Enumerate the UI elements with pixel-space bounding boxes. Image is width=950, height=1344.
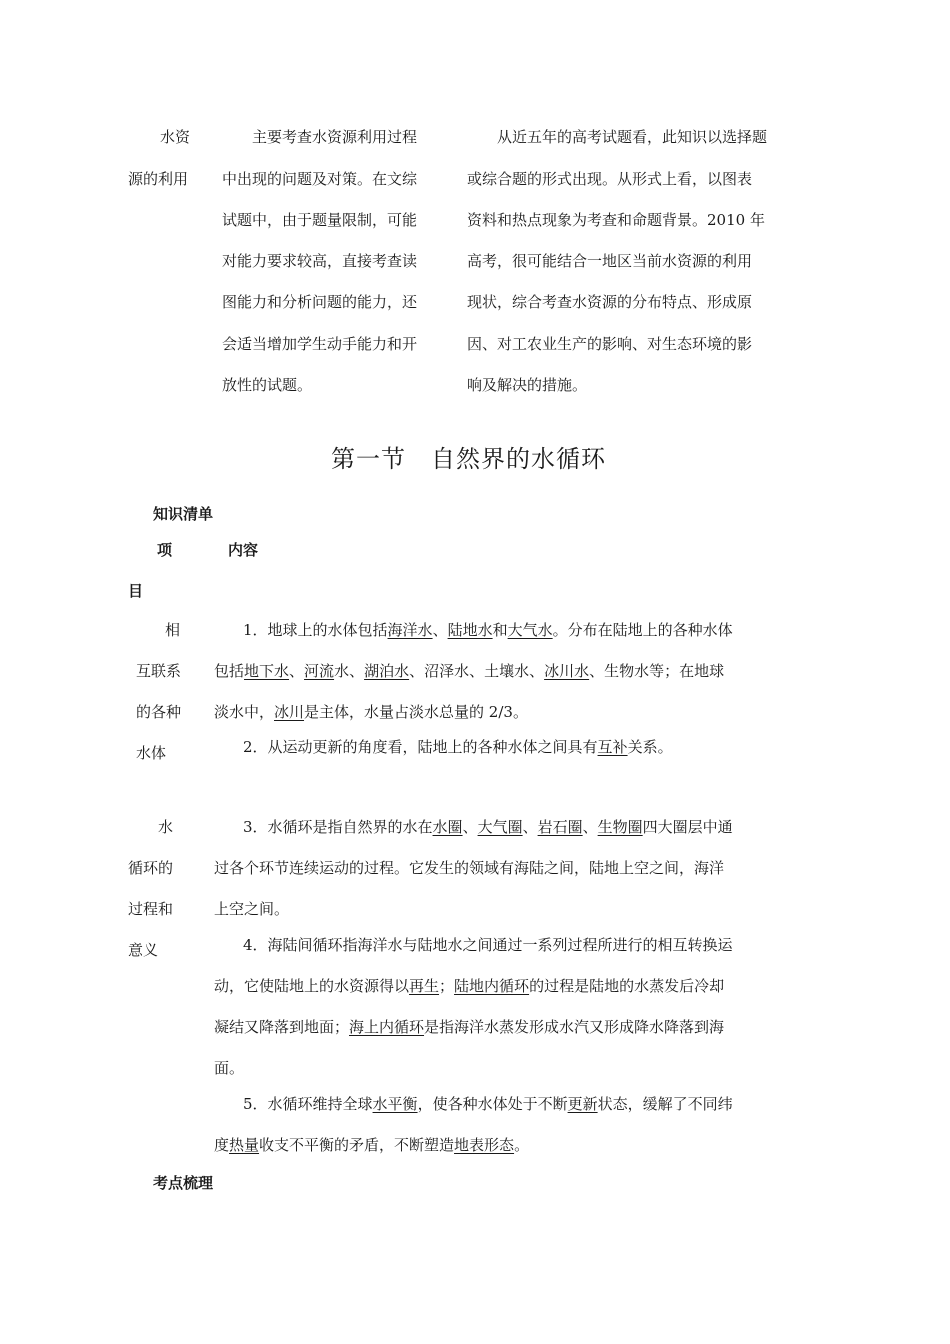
paragraph-3-line-1 [243,817,733,837]
text: 凝结又降落到地面； [214,1018,350,1036]
paragraph-5-line-1 [243,1094,733,1114]
term-river: 河流 [304,662,335,680]
row-label-line: 的各种 [136,703,182,721]
text: 、 [289,662,305,680]
term-water-balance: 水平衡 [372,1095,418,1113]
paragraph-4-line-2 [214,976,724,996]
paragraph-4-line-4: 面。 [214,1059,245,1077]
text: 状态，缓解了不同纬 [597,1095,733,1113]
requirement-line: 放性的试题。 [222,376,313,394]
paragraph-4-line-3 [214,1017,724,1037]
row-label-line: 水体 [136,744,167,762]
text: 包括 [214,662,245,680]
text: 、 [432,621,448,639]
text: 度 [214,1136,230,1154]
trend-line: 现状，综合考查水资源的分布特点、形成原 [467,293,753,311]
text: 关系。 [627,738,673,756]
requirement-line: 图能力和分析问题的能力，还 [222,293,418,311]
section-title: 第一节 自然界的水循环 [331,445,606,473]
text: 的过程是陆地的水蒸发后冷却 [529,977,725,995]
term-groundwater: 地下水 [244,662,290,680]
term-landform: 地表形态 [454,1136,515,1154]
trend-line: 资料和热点现象为考查和命题背景。2010 年 [467,211,765,229]
paragraph-3-line-3: 上空之间。 [214,900,290,918]
row-label-line: 相 [165,621,181,639]
header-item-label: 项 [157,541,173,559]
text: ，使各种水体处于不断 [417,1095,568,1113]
text: 淡水中， [214,703,275,721]
term-land-water: 陆地水 [447,621,493,639]
text: 1．地球上的水体包括 [243,621,388,639]
text: 是主体，水量占淡水总量的 2/3。 [304,703,528,721]
text: 。分布在陆地上的各种水体 [552,621,733,639]
text: 是指海洋水蒸发形成水汽又形成降水降落到海 [424,1018,725,1036]
row-label-line: 意义 [128,941,159,959]
text: 收支不平衡的矛盾，不断塑造 [259,1136,455,1154]
term-land-inner-cycle: 陆地内循环 [454,977,530,995]
text: 2．从运动更新的角度看，陆地上的各种水体之间具有 [243,738,598,756]
term-biosphere: 生物圈 [597,818,643,836]
trend-line: 高考，很可能结合一地区当前水资源的利用 [467,252,753,270]
text: 四大圈层中通 [642,818,733,836]
text: 、 [582,818,598,836]
term-regeneration: 再生 [409,977,440,995]
header-content-label: 内容 [228,541,259,559]
exam-points-heading: 考点梳理 [153,1174,214,1192]
text: 水、 [334,662,365,680]
item-cell-line: 水资 [160,128,191,146]
knowledge-list-heading: 知识清单 [153,505,214,523]
text: 、生物水等；在地球 [589,662,725,680]
text: 5．水循环维持全球 [243,1095,373,1113]
term-complementary: 互补 [597,738,628,756]
term-ocean-inner-cycle: 海上内循环 [349,1018,425,1036]
paragraph-4-line-1: 4．海陆间循环指海洋水与陆地水之间通过一系列过程所进行的相互转换运 [243,936,733,954]
paragraph-1-line-3 [214,702,528,722]
text: ； [439,977,455,995]
row-label-line: 过程和 [128,900,174,918]
text: 和 [492,621,508,639]
text: 动，它使陆地上的水资源得以 [214,977,410,995]
trend-line: 因、对工农业生产的影响、对生态环境的影 [467,335,753,353]
row-label-line: 循环的 [128,859,174,877]
requirement-line: 主要考查水资源利用过程 [252,128,418,146]
paragraph-1-line-2 [214,661,724,681]
paragraph-5-line-2 [214,1135,529,1155]
term-lake-water: 湖泊水 [364,662,410,680]
requirement-line: 会适当增加学生动手能力和开 [222,335,418,353]
paragraph-3-line-2: 过各个环节连续运动的过程。它发生的领域有海陆之间，陆地上空之间，海洋 [214,859,725,877]
requirement-line: 对能力要求较高，直接考查读 [222,252,418,270]
header-item-label-cont: 目 [128,582,144,600]
text: 。 [514,1136,530,1154]
text: 3．水循环是指自然界的水在 [243,818,433,836]
term-ocean-water: 海洋水 [387,621,433,639]
trend-line: 响及解决的措施。 [467,376,588,394]
paragraph-1-line-1 [243,620,733,640]
row-label-line: 互联系 [136,662,182,680]
term-glacier: 冰川 [274,703,305,721]
term-lithosphere: 岩石圈 [537,818,583,836]
text: 、 [522,818,538,836]
trend-line: 从近五年的高考试题看，此知识以选择题 [497,128,768,146]
row-label-line: 水 [158,818,174,836]
paragraph-2 [243,737,673,757]
item-cell-line: 源的利用 [128,170,189,188]
term-atmospheric-water: 大气水 [507,621,553,639]
requirement-line: 试题中，由于题量限制，可能 [222,211,418,229]
text: 、沼泽水、土壤水、 [409,662,545,680]
requirement-line: 中出现的问题及对策。在文综 [222,170,418,188]
term-renewal: 更新 [567,1095,598,1113]
term-atmosphere: 大气圈 [477,818,523,836]
term-hydrosphere: 水圈 [432,818,463,836]
term-glacier-water: 冰川水 [544,662,590,680]
trend-line: 或综合题的形式出现。从形式上看，以图表 [467,170,753,188]
text: 、 [462,818,478,836]
term-heat: 热量 [229,1136,260,1154]
